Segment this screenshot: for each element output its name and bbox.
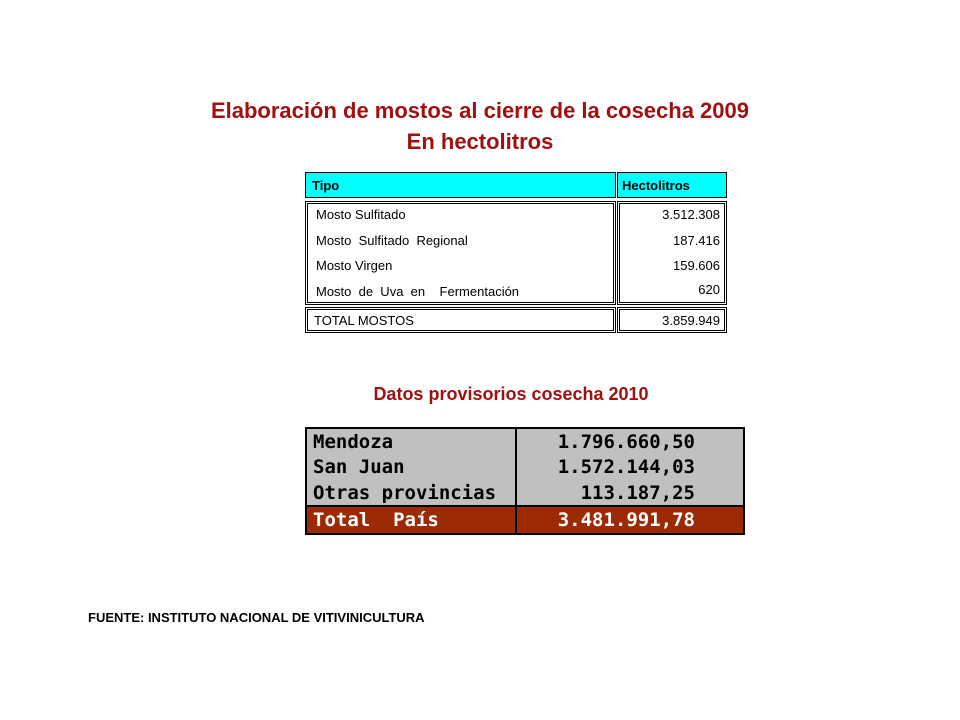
table-row: [306, 480, 744, 507]
table1-header-hectolitros-label: Hectolitros: [622, 178, 690, 193]
table1-header-tipo-label: Tipo: [312, 178, 340, 193]
table1-total-label: TOTAL MOSTOS: [314, 313, 414, 328]
table1-row-tipo: Mosto Sulfitado Regional: [316, 233, 468, 248]
table1-tipo-column: [305, 201, 616, 305]
province-label: San Juan: [306, 455, 516, 480]
province-value: 1.796.660,50: [516, 428, 744, 455]
table1-row-tipo: Mosto de Uva en Fermentación: [316, 284, 520, 299]
table1-header-hectolitros: [617, 172, 727, 198]
provisional-data-table: [305, 427, 745, 535]
province-label: Otras provincias: [306, 480, 516, 507]
source-note: FUENTE: INSTITUTO NACIONAL DE VITIVINICULTURA: [88, 610, 425, 625]
table-row: [306, 455, 744, 480]
province-value: 113.187,25: [516, 480, 744, 507]
table1-row-hectolitros: 159.606: [673, 258, 720, 273]
table-row: [306, 428, 744, 455]
total-value: 3.481.991,78: [516, 506, 744, 534]
table-total-row: [306, 506, 744, 534]
province-value: 1.572.144,03: [516, 455, 744, 480]
table1-total-label-cell: [305, 307, 616, 333]
total-label: Total País: [306, 506, 516, 534]
table1-total-value: 3.859.949: [662, 313, 720, 328]
table1-total-value-cell: [617, 307, 727, 333]
page-subtitle: En hectolitros: [406, 129, 554, 154]
table1-row-tipo: Mosto Virgen: [316, 258, 393, 273]
table1-row-tipo: Mosto Sulfitado: [316, 207, 406, 222]
province-label: Mendoza: [306, 428, 516, 455]
table1-row-hectolitros: 187.416: [673, 233, 720, 248]
page-title: Elaboración de mostos al cierre de la cosecha 2009: [210, 98, 750, 123]
table1-hectolitros-column: [617, 201, 727, 305]
table1-row-hectolitros: 3.512.308: [662, 207, 720, 222]
section-subtitle: Datos provisorios cosecha 2010: [373, 384, 649, 404]
table1-row-hectolitros: 620: [698, 282, 720, 297]
table1-header-tipo: [305, 172, 616, 198]
